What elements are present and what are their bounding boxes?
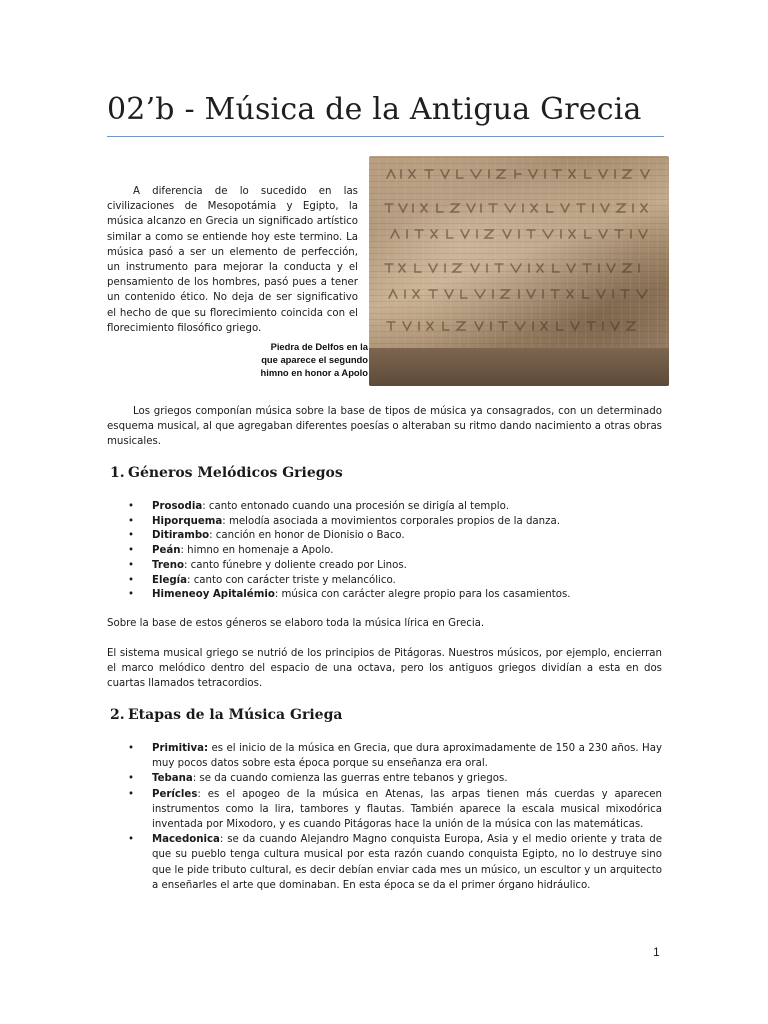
list-item xyxy=(128,500,571,515)
list-item-text: : se da cuando Alejandro Magno conquista Europa, Asia y el medio oriente y trata de que su pueblo tenga cultura musical por esta razón cuando conquista Egipto, no lo destruye sino que le pide tributo cultural, es decir debían enviar cada mes un músico, un escultor y un arquitecto a enseñarles el arte que dominaban. En esta época se da el primer órgano hidráulico. xyxy=(152,834,662,891)
bullet-icon: • xyxy=(128,515,135,527)
bullet-icon: • xyxy=(128,773,135,785)
list-item-text: : canto con carácter triste y melancólico. xyxy=(187,574,396,586)
page-number: 1 xyxy=(653,945,660,959)
list-item-term: Himeneoy Apitalémio xyxy=(152,589,275,601)
paragraph-lyric-music: Sobre la base de estos géneros se elaboro toda la música lírica en Grecia. xyxy=(107,618,485,629)
bullet-icon: • xyxy=(128,530,135,542)
bullet-icon: • xyxy=(128,788,135,800)
list-item-text: : himno en homenaje a Apolo. xyxy=(180,545,334,557)
list-item xyxy=(128,544,571,559)
bullet-icon: • xyxy=(128,589,135,601)
list-item-term: Macedonica xyxy=(152,834,220,846)
bullet-icon: • xyxy=(128,743,135,754)
list-item xyxy=(128,529,571,544)
bullet-icon: • xyxy=(128,834,135,846)
list-item-term: Perícles xyxy=(152,788,198,800)
list-item-text: : canto fúnebre y doliente creado por Linos. xyxy=(184,559,407,571)
stages-list xyxy=(128,741,662,893)
list-item-term: Treno xyxy=(152,559,185,571)
list-item-term: Tebana xyxy=(152,773,193,785)
list-item-term: Ditirambo xyxy=(152,530,210,542)
list-item-term: Hiporquema xyxy=(152,515,223,527)
section-number: 1. xyxy=(110,465,125,481)
list-item-term: Elegía xyxy=(152,574,188,586)
section-number: 2. xyxy=(110,707,125,723)
list-item-text: : se da cuando comienza las guerras entre tebanos y griegos. xyxy=(192,773,508,785)
list-item-text: : música con carácter alegre propio para los casamientos. xyxy=(274,589,571,601)
list-item xyxy=(128,559,571,574)
list-item xyxy=(128,741,662,771)
list-item-text: : melodía asociada a movimientos corporales propios de la danza. xyxy=(222,515,560,527)
image-caption: Piedra de Delfos en la que aparece el segundo himno en honor a Apolo xyxy=(260,341,368,378)
bullet-icon: • xyxy=(128,559,135,571)
list-item-text: es el inicio de la música en Grecia, que dura aproximadamente de 150 a 230 años. Hay muy pocos datos sobre esta época porque su enseñanza era oral. xyxy=(152,743,662,770)
section-title: Etapas de la Música Griega xyxy=(128,707,343,723)
list-item-text: : canto entonado cuando una procesión se dirigía al templo. xyxy=(202,501,509,512)
list-item xyxy=(128,515,571,530)
intro-paragraph: A diferencia de lo sucedido en las civilizaciones de Mesopotámia y Egipto, la música alcanzo en Grecia un significado artístico similar a como se entiende hoy este termino. La música pasó a ser un elemento de perfección, un instrumento para mejorar la conducta y el pensamiento de los hombres, pasó pues a tener un contenido ético. No deja de ser significativo el hecho de que su florecimiento coincida con el florecimiento filosófico griego. xyxy=(107,186,358,334)
paragraph-musical-system: El sistema musical griego se nutrió de los principios de Pitágoras. Nuestros músicos, por ejemplo, encierran el marco melódico dentro del espacio de una octava, pero los antiguos griegos dividían a esta en dos cuartas llamados tetracordios. xyxy=(107,648,662,690)
list-item xyxy=(128,832,662,893)
list-item xyxy=(128,787,662,833)
list-item xyxy=(128,771,662,786)
page-title: 02’b - Música de la Antigua Grecia xyxy=(107,92,642,127)
bullet-icon: • xyxy=(128,501,135,512)
list-item-term: Prosodia xyxy=(152,501,203,512)
bullet-icon: • xyxy=(128,545,135,557)
list-item-term: Peán xyxy=(152,545,181,557)
section-title: Géneros Melódicos Griegos xyxy=(128,465,343,481)
list-item-term: Primitiva: xyxy=(152,743,209,754)
section-heading-genres xyxy=(110,465,343,481)
paragraph-greek-composition: Los griegos componían música sobre la base de tipos de música ya consagrados, con un determinado esquema musical, al que agregaban diferentes poesías o alteraban su ritmo dando nacimiento a otras obras musicales. xyxy=(107,406,662,448)
stone-base-shadow xyxy=(369,348,669,386)
genres-list xyxy=(128,500,571,603)
inscription-carving xyxy=(379,164,661,344)
delphi-stone-image xyxy=(369,156,669,386)
list-item-text: : es el apogeo de la música en Atenas, las arpas tienen más cuerdas y aparecen instrumentos como la lira, tambores y flautas. También aparece la escala musical mixodórica inventada por Mixodoro, y es cuando Pitágoras hace la unión de la música con las matemáticas. xyxy=(152,788,662,831)
section-heading-stages xyxy=(110,707,342,723)
title-divider xyxy=(107,136,664,137)
list-item xyxy=(128,588,571,603)
list-item xyxy=(128,574,571,589)
bullet-icon: • xyxy=(128,574,135,586)
list-item-text: : canción en honor de Dionisio o Baco. xyxy=(209,530,405,542)
